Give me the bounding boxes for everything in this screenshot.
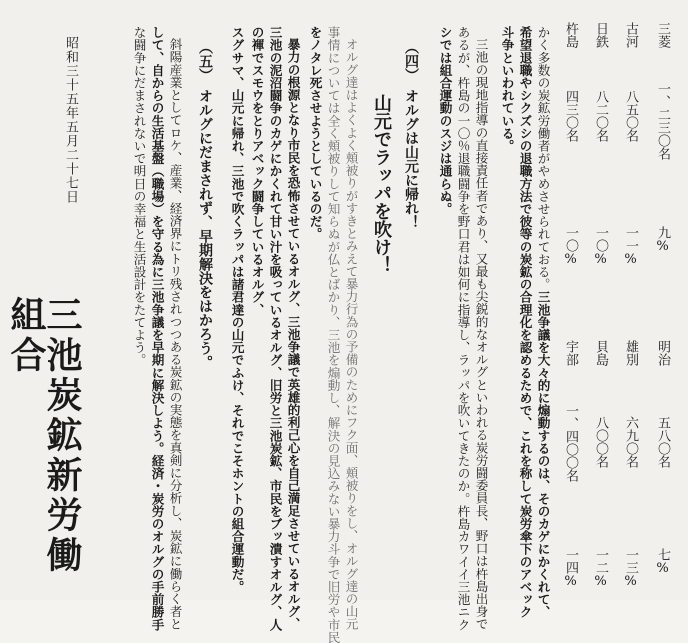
body-line: 事情については全く頬被りして知らぬが仏とばかり、三池を煽動し、解決の見込みない暴力斗争で旧労や市民 bbox=[325, 26, 341, 643]
table-row-pct: 一〇% bbox=[593, 226, 608, 267]
table-row-pct: 一〇% bbox=[563, 226, 578, 267]
body-line: あるが、杵島の一〇％退職闘争を野口君は如何に指導し、ラッパを吹いてきたのか。杵島カワイイ三池ニク bbox=[455, 26, 471, 631]
body-line: して、自からの生活基盤（職場）を守る為に三池争議を早期に解決しよう。経済・炭労のオルグの手前勝手 bbox=[149, 26, 165, 631]
issue-date: 昭和三十五年五月二十七日 bbox=[63, 36, 78, 204]
body-line: 三池の泥沼闘争のカゲにかくれて甘い汁を吸っているオルグ、旧労と三池炭鉱、市民をブッ潰すオルグ、人 bbox=[267, 26, 283, 631]
table-row-count: 一、二三〇名 bbox=[655, 82, 670, 160]
body-line: 暴力の根源となり市民を恐怖させているオルグ、三池争議で英雄的利己心を自己満足させているオルグ、 bbox=[285, 38, 301, 631]
table-row-name: 杵島 bbox=[563, 22, 578, 48]
union-name: 三池炭鉱新労働組合 bbox=[5, 296, 83, 576]
table-row-count: 六九〇名 bbox=[623, 416, 638, 468]
table-row-pct: 一一% bbox=[623, 226, 638, 267]
body-line: かく多数の炭鉱労働者がやめさせられておる。三池争議を大々的に煽動するのは、そのカゲにかくれて、 bbox=[535, 26, 551, 619]
body-line: シでは組合運動のスジは通らぬ。 bbox=[437, 26, 453, 215]
table-row-name: 雄別 bbox=[623, 340, 638, 366]
table-row-name: 三菱 bbox=[655, 22, 670, 48]
table-row-pct: 七% bbox=[655, 548, 670, 576]
table-row-count: 八二〇名 bbox=[593, 90, 608, 142]
table-row-name: 明治 bbox=[655, 340, 670, 366]
table-row-count: 四三〇名 bbox=[563, 90, 578, 142]
section-heading: （五） オルグにだまされず、早期解決をはかろう。 bbox=[197, 40, 213, 369]
body-line: オルグ達はよくよく頬被りがすきとみえて暴力行為の予備のためにフク面、頬被りをし、オルグ達の山元 bbox=[343, 38, 359, 631]
body-line: な闘争にだまされないで明日の幸福と生活設計をたてよう。 bbox=[131, 26, 147, 367]
table-row-name: 古河 bbox=[623, 22, 638, 48]
table-row-name: 宇部 bbox=[563, 340, 578, 366]
body-line: 斗争といわれている。 bbox=[499, 26, 515, 152]
table-row-name: 日鉄 bbox=[593, 22, 608, 48]
table-row-count: 八〇〇名 bbox=[593, 416, 608, 468]
table-row-pct: 一三% bbox=[623, 548, 638, 589]
section-subheading: 山元でラッパを吹け！ bbox=[371, 94, 392, 274]
section-heading: （四） オルグは山元に帰れ！ bbox=[403, 40, 419, 229]
body-line: 三池の現地指導の直接責任者であり、又最も尖鋭的なオルグといわれる炭労闘委員長、野口は杵島出身で bbox=[473, 38, 489, 631]
table-row-count: 五八〇名 bbox=[655, 416, 670, 468]
table-row-pct: 一二% bbox=[593, 548, 608, 589]
body-line: 希望退職やシクズシの退職方法で彼等の炭鉱の合理化を認めるためで、これを称して炭労傘下のアベック bbox=[517, 26, 533, 619]
body-line: をノタレ死させようとしているのだ。 bbox=[307, 26, 323, 241]
table-row-name: 貝島 bbox=[593, 340, 608, 366]
body-line: スグサマ、山元に帰れ、三池で吹くラッパは諸君達の山元でふけ、それでこそホントの組合運動だ。 bbox=[229, 26, 245, 593]
table-row-pct: 九% bbox=[655, 226, 670, 254]
table-row-count: 一、四〇〇名 bbox=[563, 404, 578, 482]
table-row-count: 八五〇名 bbox=[623, 90, 638, 142]
body-line: の褌でスモウをとりアベック闘争しているオルグ、 bbox=[249, 26, 265, 316]
body-line: 斜陽産業としてロケ、産業、経済界にトリ残されつつある炭鉱の実態を真剣に分析し、炭鉱に働らく者と bbox=[167, 38, 183, 631]
table-row-pct: 一四% bbox=[563, 548, 578, 589]
